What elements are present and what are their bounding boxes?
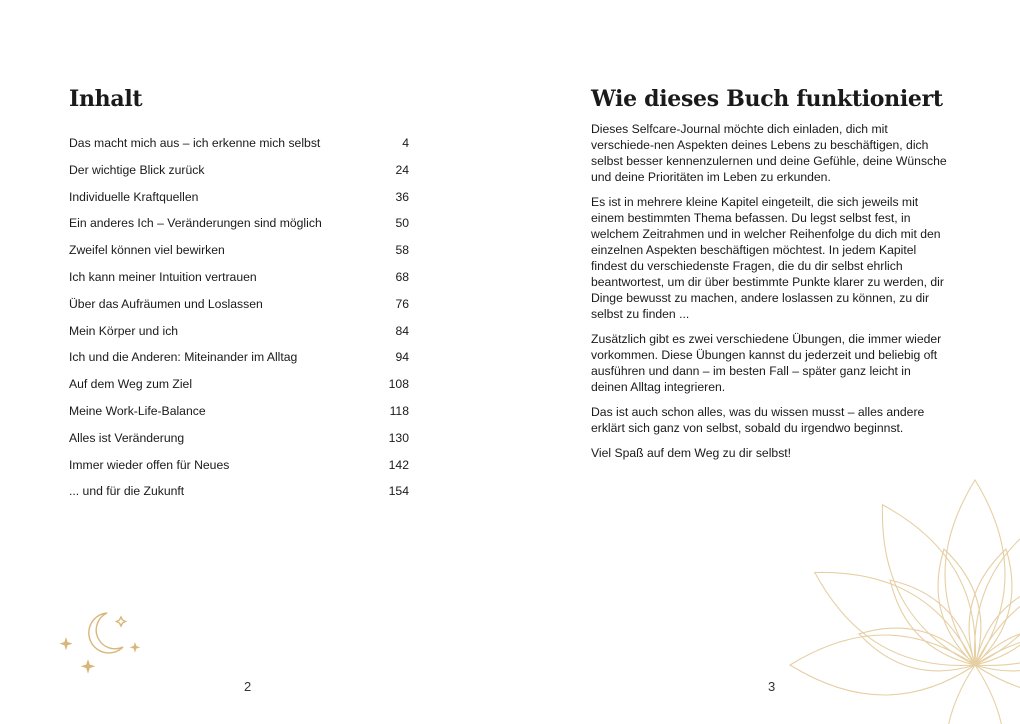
toc-entry[interactable] — [69, 458, 409, 485]
toc-entry[interactable] — [69, 350, 409, 377]
toc-entry[interactable] — [69, 190, 409, 217]
page-number: 3 — [768, 679, 776, 694]
toc-entry-title: Immer wieder offen für Neues — [69, 457, 230, 472]
toc-entry[interactable] — [69, 404, 409, 431]
toc-entry-page: 50 — [395, 216, 409, 231]
toc-entry[interactable] — [69, 324, 409, 351]
moon-and-stars-icon — [55, 605, 155, 685]
toc-entry-title: Zweifel können viel bewirken — [69, 243, 225, 258]
toc-entry-page: 108 — [388, 377, 409, 392]
toc-entry[interactable] — [69, 297, 409, 324]
intro-body — [591, 121, 947, 470]
toc-entry-title: Der wichtige Blick zurück — [69, 162, 205, 177]
toc-entry-page: 4 — [402, 136, 409, 150]
toc-entry-page: 24 — [395, 162, 409, 177]
toc-entry-page: 94 — [395, 350, 409, 365]
paragraph: Das ist auch schon alles, was du wissen musst – alles andere erklärt sich ganz von selbst, sobald du irgendwo beginnst. — [591, 405, 925, 435]
toc-entry[interactable] — [69, 163, 409, 190]
toc-entry-title: ... und für die Zukunft — [69, 484, 185, 499]
toc-entry-title: Ich kann meiner Intuition vertrauen — [69, 269, 257, 284]
paragraph: Zusätzlich gibt es zwei verschiedene Übungen, die immer wieder vorkommen. Diese Übungen kannst du jederzeit und beliebig oft ausführen und dann – im besten Fall – später ganz leicht in deinen Alltag integrieren. — [591, 332, 942, 394]
toc-entry-page: 76 — [395, 296, 409, 311]
toc-entry[interactable] — [69, 377, 409, 404]
toc-entry-title: Auf dem Weg zum Ziel — [69, 377, 193, 392]
page-number: 2 — [244, 679, 252, 694]
paragraph: Es ist in mehrere kleine Kapitel eingeteilt, die sich jeweils mit einem bestimmten Thema befassen. Du legst selbst fest, in welchem Zeitrahmen und in welcher Reihenfolge du dich mit den einzelnen Aspekten beschäftigen möchtest. In jedem Kapitel findest du verschiedenste Fragen, die du dir selbst ehrlich beantwortest, um dir über bestimmte Punkte klarer zu werden, dir Dinge bewusst zu machen, andere loslassen zu können, zu dir selbst zu finden ... — [591, 195, 944, 321]
toc-entry-page: 130 — [388, 430, 409, 445]
toc-entry[interactable] — [69, 431, 409, 458]
table-of-contents — [69, 136, 409, 511]
toc-entry-title: Alles ist Veränderung — [69, 430, 185, 445]
toc-entry-page: 154 — [388, 484, 409, 499]
toc-entry-title: Über das Aufräumen und Loslassen — [69, 296, 263, 311]
right-page — [510, 0, 1020, 724]
toc-entry[interactable] — [69, 243, 409, 270]
toc-entry[interactable] — [69, 270, 409, 297]
toc-entry-title: Das macht mich aus – ich erkenne mich selbst — [69, 136, 321, 150]
toc-entry-title: Meine Work-Life-Balance — [69, 403, 206, 418]
toc-entry[interactable] — [69, 136, 409, 163]
toc-entry[interactable] — [69, 216, 409, 243]
lotus-flower-icon — [780, 470, 1020, 724]
toc-heading: Inhalt — [69, 86, 143, 112]
toc-entry[interactable] — [69, 484, 409, 511]
paragraph: Viel Spaß auf dem Weg zu dir selbst! — [591, 446, 792, 460]
intro-heading: Wie dieses Buch funktioniert — [591, 86, 943, 112]
toc-entry-page: 142 — [388, 457, 409, 472]
toc-entry-page: 36 — [395, 189, 409, 204]
toc-entry-title: Mein Körper und ich — [69, 323, 179, 338]
paragraph: Dieses Selfcare-Journal möchte dich einladen, dich mit verschiede-nen Aspekten deines Lebens zu beschäftigen, dich selbst besser kennenzulernen und deine Gefühle, deine Wünsche und deine Prioritäten im Leben zu erkunden. — [591, 122, 947, 184]
toc-entry-page: 58 — [395, 243, 409, 258]
toc-entry-title: Individuelle Kraftquellen — [69, 189, 199, 204]
toc-entry-page: 118 — [389, 403, 409, 418]
toc-entry-page: 68 — [395, 269, 409, 284]
toc-entry-page: 84 — [395, 323, 409, 338]
toc-entry-title: Ein anderes Ich – Veränderungen sind möglich — [69, 216, 322, 231]
toc-entry-title: Ich und die Anderen: Miteinander im Alltag — [69, 350, 298, 365]
